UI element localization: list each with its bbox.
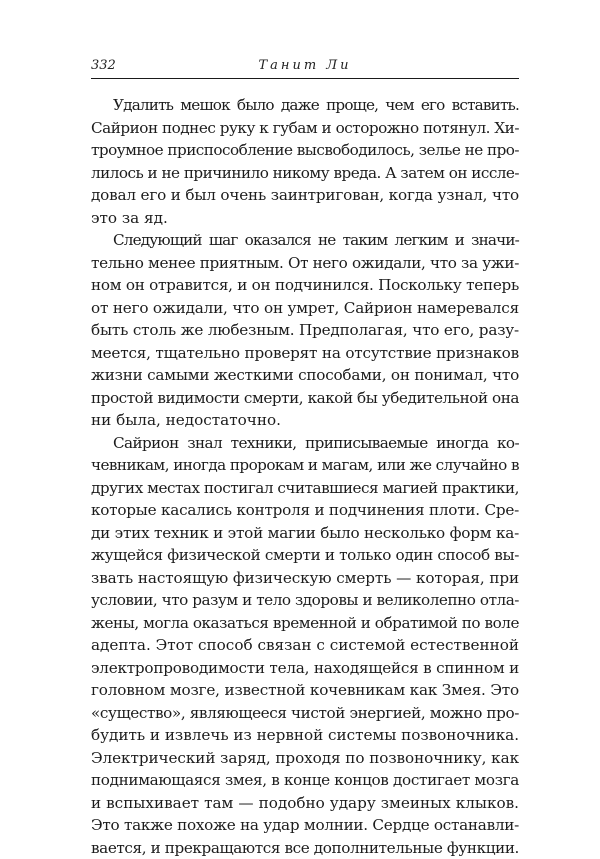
text-line: меется, тщательно проверят на отсутствие признаков — [91, 342, 519, 365]
text-line: довал его и был очень заинтригован, когда узнал, что — [91, 184, 519, 207]
paragraph — [91, 229, 519, 432]
text-line: Электрический заряд, проходя по позвоночнику, как — [91, 747, 519, 770]
text-line: это за яд. — [91, 207, 519, 230]
text-line: поднимающаяся змея, в конце концов достигает мозга — [91, 769, 519, 792]
text-line: будить и извлечь из нервной системы позвоночника. — [91, 724, 519, 747]
text-line: «существо», являющееся чистой энергией, можно про- — [91, 702, 519, 725]
text-line: Сайрион знал техники, приписываемые иногда ко- — [91, 432, 519, 455]
text-line: Следующий шаг оказался не таким легким и значи- — [91, 229, 519, 252]
paragraph — [91, 94, 519, 229]
text-line: которые касались контроля и подчинения плоти. Сре- — [91, 499, 519, 522]
text-line: жущейся физической смерти и только один способ вы- — [91, 544, 519, 567]
running-head — [91, 55, 519, 77]
text-line: ди этих техник и этой магии было несколько форм ка- — [91, 522, 519, 545]
paragraph — [91, 432, 519, 859]
text-line: жены, могла оказаться временной и обратимой по воле — [91, 612, 519, 635]
running-title: Танит Ли — [91, 58, 519, 73]
text-line: троумное приспособление высвободилось, зелье не про- — [91, 139, 519, 162]
text-line: простой видимости смерти, какой бы убедительной она — [91, 387, 519, 410]
text-line: ни была, недостаточно. — [91, 409, 519, 432]
text-line: чевникам, иногда пророкам и магам, или же случайно в — [91, 454, 519, 477]
text-line: тельно менее приятным. От него ожидали, что за ужи- — [91, 252, 519, 275]
header-rule — [91, 78, 519, 79]
text-line: быть столь же любезным. Предполагая, что его, разу- — [91, 319, 519, 342]
text-line: от него ожидали, что он умрет, Сайрион намеревался — [91, 297, 519, 320]
text-line: Сайрион поднес руку к губам и осторожно потянул. Хи- — [91, 117, 519, 140]
text-line: лилось и не причинило никому вреда. А затем он иссле- — [91, 162, 519, 185]
text-line: жизни самыми жесткими способами, он понимал, что — [91, 364, 519, 387]
text-line: условии, что разум и тело здоровы и великолепно отла- — [91, 589, 519, 612]
body-text — [91, 94, 519, 859]
text-line: Это также похоже на удар молнии. Сердце останавли- — [91, 814, 519, 837]
page-number: 332 — [91, 58, 116, 73]
text-line: Удалить мешок было даже проще, чем его вставить. — [91, 94, 519, 117]
text-line: других местах постигал считавшиеся магией практики, — [91, 477, 519, 500]
text-line: электропроводимости тела, находящейся в спинном и — [91, 657, 519, 680]
text-line: головном мозге, известной кочевникам как Змея. Это — [91, 679, 519, 702]
text-line: адепта. Этот способ связан с системой естественной — [91, 634, 519, 657]
text-line: ном он отравится, и он подчинился. Поскольку теперь — [91, 274, 519, 297]
text-line: вается, и прекращаются все дополнительные функции. — [91, 837, 519, 859]
text-line: и вспыхивает там — подобно удару змеиных клыков. — [91, 792, 519, 815]
text-line: звать настоящую физическую смерть — которая, при — [91, 567, 519, 590]
